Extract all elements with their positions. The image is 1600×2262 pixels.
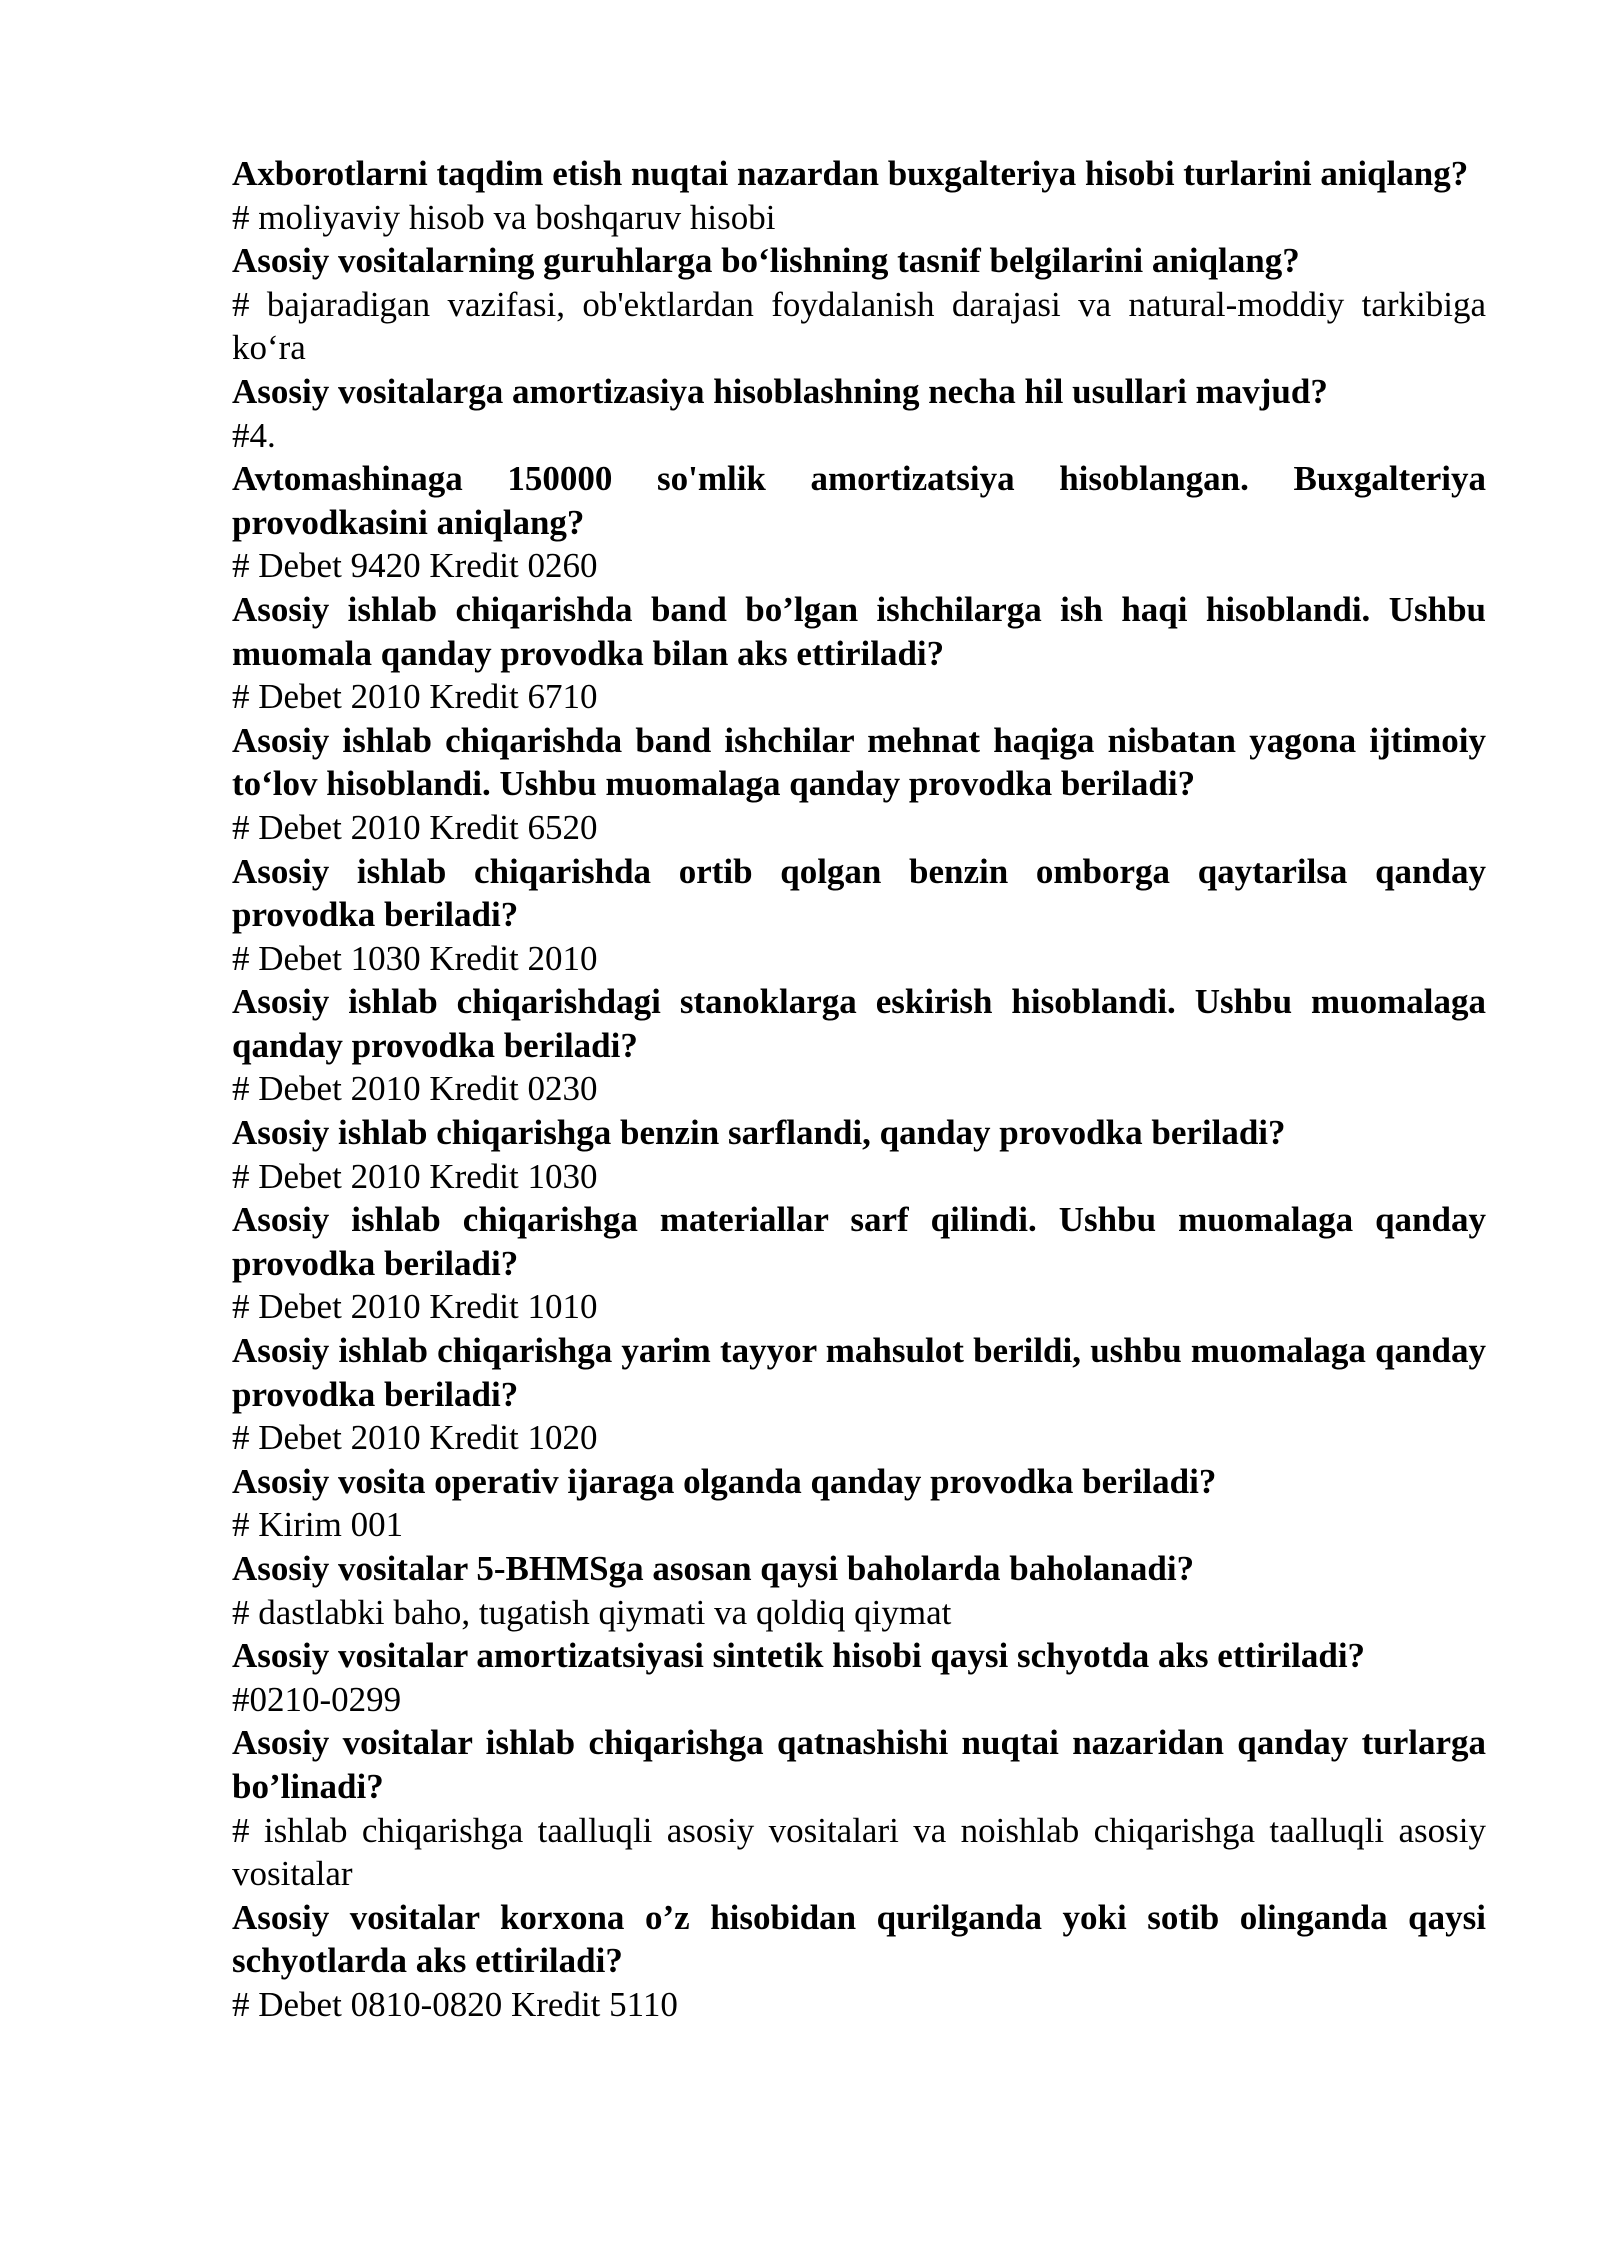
answer-text: # ishlab chiqarishga taalluqli asosiy vositalari va noishlab chiqarishga taalluqli asosiy vositalar — [232, 1810, 1486, 1894]
question-text: Asosiy ishlab chiqarishda band bo’lgan ishchilarga ish haqi hisoblandi. Ushbu muomala qanday provodka bilan aks ettiriladi? — [232, 589, 1486, 673]
question-text: Asosiy ishlab chiqarishda ortib qolgan benzin omborga qaytarilsa qanday provodka beriladi? — [232, 851, 1486, 935]
question-text: Asosiy vositalar korxona o’z hisobidan qurilganda yoki sotib olinganda qaysi schyotlarda aks ettiriladi? — [232, 1897, 1486, 1981]
answer-text: # Debet 2010 Kredit 6710 — [232, 677, 598, 717]
answer-text: # moliyaviy hisob va boshqaruv hisobi — [232, 197, 776, 237]
question-text: Asosiy ishlab chiqarishdagi stanoklarga eskirish hisoblandi. Ushbu muomalaga qanday provodka beriladi? — [232, 982, 1486, 1065]
document-page — [232, 152, 1486, 2027]
qa-item — [232, 370, 1486, 457]
question-text: Asosiy vosita operativ ijaraga olganda qanday provodka beriladi? — [232, 1461, 1217, 1501]
question-text: Asosiy ishlab chiqarishga benzin sarflandi, qanday provodka beriladi? — [232, 1113, 1286, 1153]
question-text: Axborotlarni taqdim etish nuqtai nazardan buxgalteriya hisobi turlarini aniqlang? — [232, 154, 1469, 193]
question-text: Asosiy vositalarga amortizasiya hisoblashning necha hil usullari mavjud? — [232, 371, 1328, 411]
answer-text: # Debet 2010 Kredit 1030 — [232, 1156, 598, 1196]
qa-item — [232, 1198, 1486, 1329]
qa-item — [232, 457, 1486, 588]
question-text: Asosiy ishlab chiqarishga materiallar sarf qilindi. Ushbu muomalaga qanday provodka beriladi? — [232, 1200, 1486, 1283]
question-text: Asosiy vositalar 5-BHMSga asosan qaysi baholarda baholanadi? — [232, 1549, 1195, 1588]
question-text: Asosiy vositalar ishlab chiqarishga qatnashishi nuqtai nazaridan qanday turlarga bo’linadi? — [232, 1723, 1486, 1806]
answer-text: # dastlabki baho, tugatish qiymati va qoldiq qiymat — [232, 1592, 952, 1632]
answer-text: # Debet 2010 Kredit 1010 — [232, 1287, 598, 1327]
qa-item — [232, 719, 1486, 850]
qa-item — [232, 1896, 1486, 2027]
question-text: Asosiy ishlab chiqarishda band ishchilar mehnat haqiga nisbatan yagona ijtimoiy to‘lov hisoblandi. Ushbu muomalaga qanday provodka beriladi? — [232, 720, 1486, 804]
qa-item — [232, 1111, 1486, 1198]
answer-text: #0210-0299 — [232, 1679, 402, 1719]
qa-item — [232, 1329, 1486, 1460]
qa-item — [232, 588, 1486, 719]
answer-text: # Debet 2010 Kredit 6520 — [232, 807, 598, 847]
answer-text: # Debet 2010 Kredit 0230 — [232, 1069, 598, 1109]
answer-text: # Debet 0810-0820 Kredit 5110 — [232, 1984, 678, 2024]
question-text: Asosiy vositalar amortizatsiyasi sintetik hisobi qaysi schyotda aks ettiriladi? — [232, 1636, 1366, 1676]
qa-item — [232, 980, 1486, 1111]
answer-text: # Debet 1030 Kredit 2010 — [232, 938, 598, 978]
question-text: Asosiy ishlab chiqarishga yarim tayyor mahsulot berildi, ushbu muomalaga qanday provodka beriladi? — [232, 1331, 1486, 1414]
qa-item — [232, 1721, 1486, 1895]
qa-item — [232, 1460, 1486, 1547]
answer-text: # Debet 2010 Kredit 1020 — [232, 1418, 598, 1458]
qa-item — [232, 1634, 1486, 1721]
qa-item — [232, 152, 1486, 239]
answer-text: # bajaradigan vazifasi, ob'ektlardan foydalanish darajasi va natural-moddiy tarkibiga ko‘ra — [232, 284, 1486, 368]
answer-text: # Debet 9420 Kredit 0260 — [232, 546, 598, 586]
answer-text: #4. — [232, 415, 276, 455]
qa-item — [232, 239, 1486, 370]
qa-item — [232, 850, 1486, 981]
question-text: Asosiy vositalarning guruhlarga bo‘lishning tasnif belgilarini aniqlang? — [232, 241, 1300, 281]
answer-text: # Kirim 001 — [232, 1505, 404, 1545]
question-text: Avtomashinaga 150000 so'mlik amortizatsiya hisoblangan. Buxgalteriya provodkasini aniqlang? — [232, 459, 1486, 542]
qa-item — [232, 1547, 1486, 1634]
